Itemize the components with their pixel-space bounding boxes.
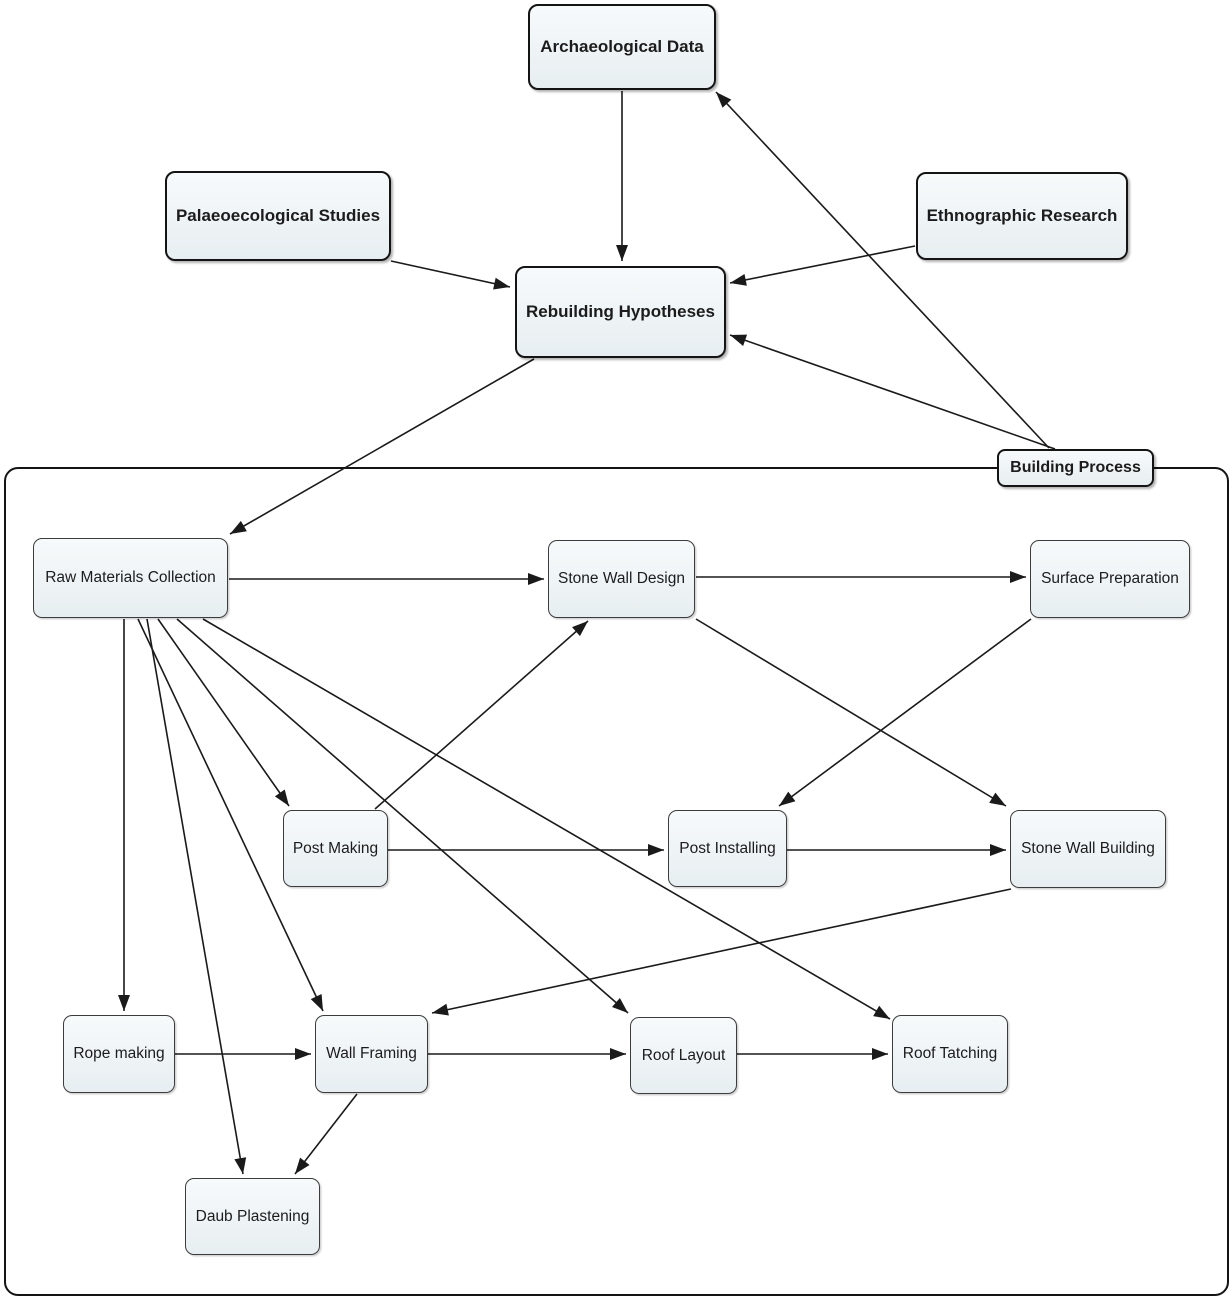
node-wall-framing — [315, 1015, 428, 1093]
node-ethnographic-research — [916, 172, 1128, 260]
edge-wall-framing-to-daub-plastening — [295, 1094, 357, 1174]
node-label: Wall Framing — [326, 1045, 417, 1063]
edge-ethnographic-research-to-rebuilding-hypotheses — [730, 246, 915, 283]
node-label: Stone Wall Building — [1021, 840, 1155, 858]
node-palaeoecological-studies — [165, 171, 391, 261]
node-stone-wall-design — [548, 540, 695, 618]
node-daub-plastening — [185, 1178, 320, 1255]
node-label: Raw Materials Collection — [45, 569, 216, 587]
node-label: Rebuilding Hypotheses — [526, 302, 715, 322]
node-label: Stone Wall Design — [558, 570, 685, 588]
edge-raw-materials-collection-to-post-making — [158, 619, 289, 806]
edge-surface-preparation-to-post-installing — [779, 619, 1031, 806]
edge-raw-materials-collection-to-roof-layout — [177, 619, 628, 1013]
edge-rebuilding-hypotheses-to-raw-materials-collection — [230, 359, 534, 534]
node-building-process — [997, 449, 1154, 487]
node-roof-tatching — [892, 1015, 1008, 1093]
node-label: Daub Plastening — [195, 1207, 310, 1225]
edge-stone-wall-building-to-wall-framing — [432, 889, 1011, 1013]
node-label: Ethnographic Research — [926, 206, 1118, 226]
edge-stone-wall-design-to-stone-wall-building — [696, 619, 1006, 806]
node-label: Archaeological Data — [540, 37, 704, 57]
node-label: Building Process — [1010, 458, 1141, 476]
node-post-making — [283, 810, 388, 887]
node-archaeological-data — [528, 4, 716, 90]
node-post-installing — [668, 810, 787, 887]
node-label: Post Installing — [679, 839, 776, 857]
node-raw-materials-collection — [33, 538, 228, 618]
node-surface-preparation — [1030, 540, 1190, 618]
node-label: Roof Layout — [641, 1046, 726, 1064]
node-rope-making — [63, 1015, 175, 1093]
node-label: Palaeoecological Studies — [175, 206, 381, 226]
node-roof-layout — [630, 1017, 737, 1094]
node-label: Post Making — [292, 839, 379, 857]
edge-building-process-to-rebuilding-hypotheses — [730, 335, 1055, 449]
edge-building-process-to-archaeological-data — [716, 92, 1049, 448]
node-rebuilding-hypotheses — [515, 266, 726, 358]
node-label: Surface Preparation — [1041, 570, 1179, 588]
node-label: Rope making — [73, 1045, 165, 1063]
edge-palaeoecological-studies-to-rebuilding-hypotheses — [391, 261, 510, 287]
node-stone-wall-building — [1010, 810, 1166, 888]
node-label: Roof Tatching — [902, 1045, 998, 1063]
